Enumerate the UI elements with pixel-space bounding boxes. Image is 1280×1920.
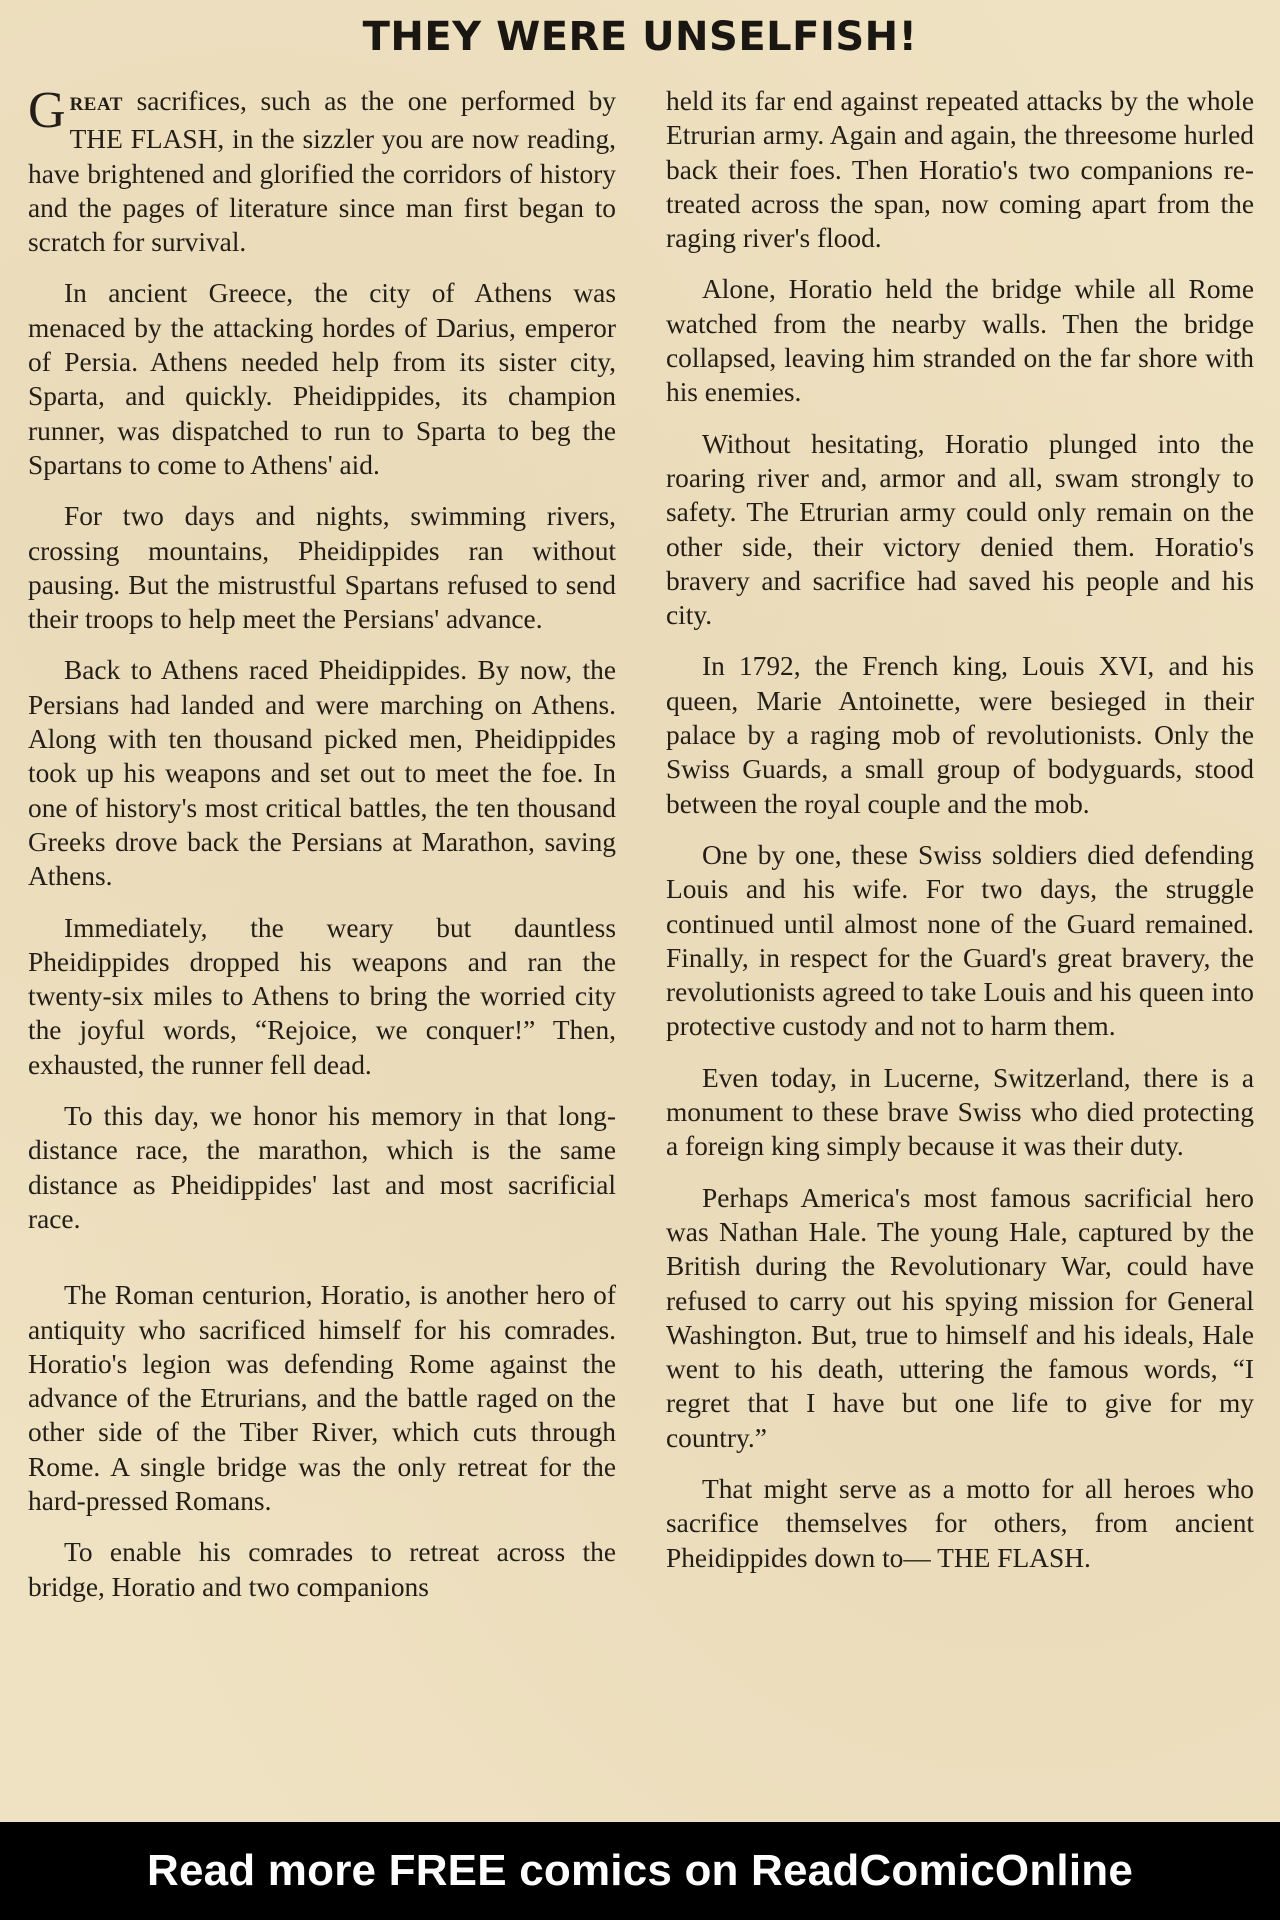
paragraph: Perhaps America's most famous sacrificial hero was Nathan Hale. The young Hale, captured by the British during the Revolutionary War, could have refused to carry out his spying mission for General Washington. But, true to himself and his ideals, Hale went to his death, uttering the famous words, “I regret that I have but one life to give for my country.”: [666, 1182, 1254, 1453]
right-column: [666, 84, 1254, 1592]
paragraph: [28, 84, 616, 259]
paragraph: In 1792, the French king, Louis XVI, and his queen, Marie Antoinette, were besieged in their palace by a raging mob of revolutionists. Only the Swiss Guards, a small group of bodyguards, stood between the royal couple and the mob.: [666, 651, 1254, 819]
paragraph: Without hesitating, Horatio plunged into the roaring river and, armor and all, swam strongly to safety. The Etrurian army could only remain on the other side, their victory denied them. Horatio's bravery and sacrifice had saved his people and his city.: [666, 428, 1254, 631]
paragraph: One by one, these Swiss soldiers died defending Louis and his wife. For two days, the struggle continued until almost none of the Guard remained. Finally, in respect for the Guard's great bravery, the revolutionists agreed to take Louis and his queen into protective custody and not to harm them.: [666, 839, 1254, 1042]
page-title: THEY WERE UNSELFISH!: [362, 14, 918, 60]
paragraph: The Roman centurion, Horatio, is another hero of antiquity who sacrificed himself for his comrades. Horatio's legion was defending Rome against the advance of the Etrurians, and the battle raged on the other side of the Tiber River, which cuts through Rome. A single bridge was the only retreat for the hard-pressed Romans.: [28, 1280, 616, 1516]
paragraph: Back to Athens raced Pheidippides. By now, the Persians had landed and were marching on Athens. Along with ten thousand picked men, Pheidippides took up his weapons and set out to meet the foe. In one of history's most critical battles, the ten thousand Greeks drove back the Persians at Marathon, saving Athens.: [28, 655, 616, 892]
paragraph: That might serve as a motto for all heroes who sacrifice themselves for others, from ancient Pheidippides down to— THE FLASH.: [666, 1473, 1254, 1573]
paragraph: Immediately, the weary but dauntless Pheidippides dropped his weapons and ran the twenty-six miles to Athens to bring the worried city the joyful words, “Rejoice, we conquer!” Then, exhausted, the runner fell dead.: [28, 912, 616, 1080]
paragraph-continued: held its far end against repeated attacks by the whole Etrurian army. Again and again, the threesome hurled back their foes. Then Horatio's two companions retreated across the span, now coming apart from the raging river's flood.: [666, 86, 1254, 254]
paragraph: Alone, Horatio held the bridge while all Rome watched from the nearby walls. Then the bridge collapsed, leaving him stranded on the far shore with his enemies.: [666, 274, 1254, 408]
read-more-link[interactable]: Read more FREE comics on ReadComicOnline: [146, 1846, 1133, 1895]
paragraph: To this day, we honor his memory in that long-distance race, the marathon, which is the same distance as Pheidippides' last and most sacrificial race.: [28, 1101, 616, 1234]
paragraph-text: sacrifices, such as the one performed by THE FLASH, in the sizzler you are now reading, have brightened and glorified the corridors of history and the pages of literature since man first began to scratch for survival.: [28, 86, 616, 258]
paragraph: In ancient Greece, the city of Athens was menaced by the attacking hordes of Darius, emperor of Persia. Athens needed help from its sister city, Sparta, and quickly. Pheidippides, its champion runner, was dispatched to run to Sparta to beg the Spartans to come to Athens' aid.: [28, 278, 616, 480]
first-word-small-caps: REAT: [69, 94, 123, 115]
left-column: [28, 84, 616, 1621]
paragraph: For two days and nights, swimming rivers, crossing mountains, Pheidippides ran without pausing. But the mistrustful Spartans refused to send their troops to help meet the Persians' advance.: [28, 501, 616, 635]
footer-banner: [0, 1822, 1280, 1920]
paragraph: Even today, in Lucerne, Switzerland, there is a monument to these brave Swiss who died protecting a foreign king simply because it was their duty.: [666, 1062, 1254, 1162]
drop-cap: G: [28, 82, 66, 139]
paragraph: To enable his comrades to retreat across the bridge, Horatio and two companions: [28, 1537, 616, 1602]
